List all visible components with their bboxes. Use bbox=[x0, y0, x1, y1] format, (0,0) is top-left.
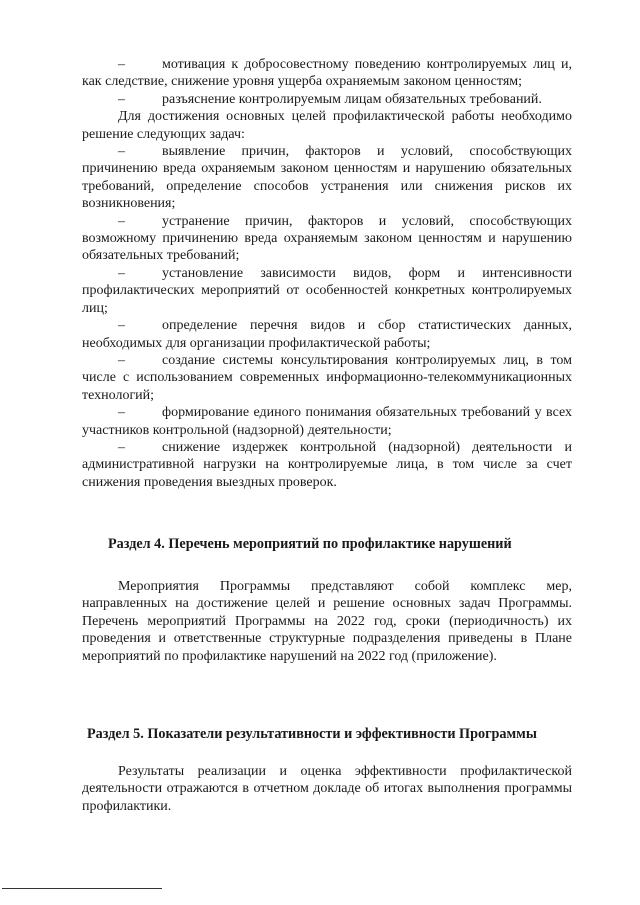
dash-marker: – bbox=[118, 57, 125, 72]
dash-marker: – bbox=[118, 352, 125, 368]
section-5-paragraph: Результаты реализации и оценка эффективности профилактической деятельности отражаются в отчетном докладе об итогах выполнения программы профилактики. bbox=[82, 764, 572, 814]
section-5-body bbox=[82, 763, 572, 815]
section-5-heading: Раздел 5. Показатели результативности и эффективности Программы bbox=[87, 726, 537, 742]
list-item: – разъяснение контролируемым лицам обязательных требований. bbox=[118, 91, 542, 107]
list-item: – формирование единого понимания обязательных требований у всех участников контрольной (надзорной) деятельности; bbox=[82, 405, 572, 438]
list-item: – устранение причин, факторов и условий, способствующих возможному причинению вреда охраняемым законом ценностям и нарушению обязательных требований; bbox=[82, 213, 572, 264]
list-item: – установление зависимости видов, форм и интенсивности профилактических мероприятий от особенностей конкретных контролируемых лиц; bbox=[82, 265, 572, 316]
list-item: – снижение издержек контрольной (надзорной) деятельности и административной нагрузки на контролируемые лица, в том числе за счет снижения проведения выездных проверок. bbox=[82, 439, 572, 490]
dash-marker: – bbox=[118, 405, 125, 421]
section-4-heading: Раздел 4. Перечень мероприятий по профилактике нарушений bbox=[108, 536, 512, 552]
tasks-intro: Для достижения основных целей профилактической работы необходимо решение следующих задач: bbox=[82, 109, 572, 142]
footnote-separator bbox=[2, 888, 162, 889]
dash-marker: – bbox=[118, 144, 125, 160]
dash-marker: – bbox=[118, 265, 125, 281]
list-item: – определение перечня видов и сбор статистических данных, необходимых для организации профилактической работы; bbox=[82, 318, 572, 351]
dash-marker: – bbox=[118, 213, 125, 229]
dash-marker: – bbox=[118, 318, 125, 334]
list-item: – создание системы консультирования контролируемых лиц, в том числе с использованием современных информационно-телекоммуникационных технологий; bbox=[82, 352, 572, 403]
section-4-body bbox=[82, 578, 572, 665]
section-4-paragraph: Мероприятия Программы представляют собой комплекс мер, направленных на достижение целей и решение основных задач Программы. Перечень мероприятий Программы на 2022 год, сроки (периодичность) их проведения и ответственные структурные подразделения приведены в Плане мероприятий по профилактике нарушений на 2022 год (приложение). bbox=[82, 579, 572, 664]
goals-list-top bbox=[82, 56, 572, 491]
list-item: – выявление причин, факторов и условий, способствующих причинению вреда охраняемым законом ценностям и нарушению обязательных требований, определение способов устранения или снижения рисков их возникновения; bbox=[82, 144, 572, 212]
list-item: – мотивация к добросовестному поведению контролируемых лиц и, как следствие, снижение уровня ущерба охраняемым законом ценностям; bbox=[82, 57, 572, 90]
dash-marker: – bbox=[118, 439, 125, 455]
dash-marker: – bbox=[118, 91, 125, 107]
